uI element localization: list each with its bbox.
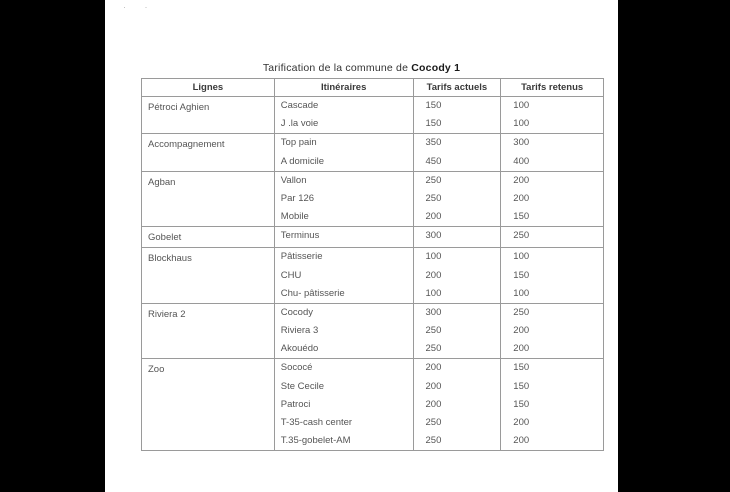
tarif-actuel-value: 250	[425, 174, 442, 186]
itineraire-value: J .la voie	[280, 118, 319, 130]
itineraire-value: Ste Cecile	[280, 380, 325, 392]
itineraire-value: Vallon	[280, 174, 307, 186]
table-row	[142, 97, 604, 134]
itineraire-value: Riviera 3	[280, 325, 319, 337]
tarif-retenu-value: 100	[513, 251, 530, 263]
ligne-name: Blockhaus	[148, 253, 192, 265]
itineraire-value: Mobile	[280, 211, 309, 223]
tarif-actuel-value: 200	[425, 362, 442, 374]
tarif-retenu-value: 200	[513, 417, 530, 428]
table-row	[142, 359, 604, 451]
itineraire-value: CHU	[280, 269, 302, 281]
cell-tarif-actuel	[413, 97, 501, 134]
itineraire-value: Top pain	[280, 137, 317, 149]
table-row	[142, 303, 604, 359]
title-prefix: Tarification de la commune de	[262, 62, 409, 74]
tarif-actuel-value: 350	[425, 137, 442, 149]
cell-ligne	[142, 97, 275, 134]
tarif-retenu-value: 400	[513, 155, 530, 167]
itineraire-value: T.35-gobelet-AM	[280, 435, 351, 447]
tarif-retenu-value: 150	[513, 269, 530, 281]
cell-ligne	[142, 303, 275, 359]
tarif-actuel-value: 100	[425, 287, 442, 299]
cell-itineraire	[274, 97, 413, 134]
tarif-actuel-value: 250	[425, 325, 442, 337]
tarif-actuel-value: 300	[425, 306, 442, 318]
cell-ligne	[142, 359, 275, 451]
tarif-actuel-value: 150	[425, 118, 442, 130]
ligne-name: Zoo	[148, 364, 165, 376]
tarif-retenu-value: 100	[513, 118, 530, 130]
tarif-retenu-value: 100	[513, 287, 530, 299]
cell-ligne	[142, 248, 275, 304]
title-commune: Cocody 1	[411, 62, 461, 74]
cell-tarif-actuel	[413, 227, 501, 248]
cell-tarif-retenu	[501, 227, 604, 248]
tarif-retenu-value: 150	[513, 398, 530, 410]
itineraire-value: A domicile	[280, 155, 325, 167]
ligne-name: Riviera 2	[148, 308, 186, 320]
cell-ligne	[142, 227, 275, 248]
header-tarifs-actuels: Tarifs actuels	[413, 79, 501, 97]
header-lignes: Lignes	[142, 79, 275, 97]
itineraire-value: Par 126	[280, 192, 315, 204]
tarif-retenu-value: 200	[513, 325, 530, 337]
tarification-table	[141, 78, 604, 451]
cell-tarif-actuel	[413, 134, 501, 171]
tarif-actuel-value: 100	[425, 251, 442, 263]
ligne-name: Pétroci Aghien	[148, 102, 210, 113]
header-row	[142, 79, 604, 97]
tarif-retenu-value: 150	[513, 211, 530, 223]
document-page	[105, 0, 618, 492]
itineraire-value: Sococé	[280, 362, 313, 374]
table-row	[142, 227, 604, 248]
ligne-name: Agban	[148, 176, 176, 188]
table-row	[142, 248, 604, 304]
cell-tarif-actuel	[413, 359, 501, 451]
cell-tarif-actuel	[413, 171, 501, 227]
table-title	[105, 62, 618, 74]
tarif-actuel-value: 250	[425, 435, 442, 447]
tarif-actuel-value: 200	[425, 398, 442, 410]
table-body	[142, 97, 604, 451]
itineraire-value: Akouédo	[280, 343, 319, 355]
tarif-retenu-value: 100	[513, 100, 530, 111]
header-tarifs-retenus: Tarifs retenus	[501, 79, 604, 97]
tarif-retenu-value: 200	[513, 192, 530, 204]
tarif-retenu-value: 200	[513, 343, 530, 355]
cell-tarif-actuel	[413, 248, 501, 304]
cell-itineraire	[274, 171, 413, 227]
tarif-actuel-value: 250	[425, 343, 442, 355]
tarif-retenu-value: 200	[513, 435, 530, 447]
itineraire-value: Chu- pâtisserie	[280, 287, 345, 299]
itineraire-value: Terminus	[280, 230, 320, 242]
tarif-actuel-value: 300	[425, 230, 442, 242]
tarif-retenu-value: 200	[513, 174, 530, 186]
cell-tarif-retenu	[501, 359, 604, 451]
cell-tarif-retenu	[501, 248, 604, 304]
cell-tarif-retenu	[501, 303, 604, 359]
cell-itineraire	[274, 227, 413, 248]
tarif-actuel-value: 200	[425, 269, 442, 281]
itineraire-value: Pâtisserie	[280, 251, 323, 263]
table-row	[142, 171, 604, 227]
cell-itineraire	[274, 248, 413, 304]
itineraire-value: Cocody	[280, 306, 313, 318]
cell-ligne	[142, 171, 275, 227]
tarif-actuel-value: 450	[425, 155, 442, 167]
cell-tarif-retenu	[501, 134, 604, 171]
ligne-name: Gobelet	[148, 232, 182, 244]
tarif-retenu-value: 150	[513, 362, 530, 374]
ligne-name: Accompagnement	[148, 139, 225, 151]
tarif-actuel-value: 150	[425, 100, 442, 111]
cell-itineraire	[274, 134, 413, 171]
itineraire-value: T-35-cash center	[280, 417, 353, 428]
cell-tarif-retenu	[501, 97, 604, 134]
cell-tarif-actuel	[413, 303, 501, 359]
cell-itineraire	[274, 303, 413, 359]
itineraire-value: Cascade	[280, 100, 319, 111]
tarif-actuel-value: 200	[425, 211, 442, 223]
scan-specks: · ·	[123, 2, 156, 12]
table-row	[142, 134, 604, 171]
tarif-retenu-value: 300	[513, 137, 530, 149]
tarif-actuel-value: 250	[425, 417, 442, 428]
tarif-retenu-value: 250	[513, 306, 530, 318]
cell-itineraire	[274, 359, 413, 451]
cell-ligne	[142, 134, 275, 171]
tarif-retenu-value: 150	[513, 380, 530, 392]
tarif-actuel-value: 200	[425, 380, 442, 392]
tarif-actuel-value: 250	[425, 192, 442, 204]
tarif-retenu-value: 250	[513, 230, 530, 242]
header-itineraires: Itinéraires	[274, 79, 413, 97]
cell-tarif-retenu	[501, 171, 604, 227]
itineraire-value: Patroci	[280, 398, 311, 410]
